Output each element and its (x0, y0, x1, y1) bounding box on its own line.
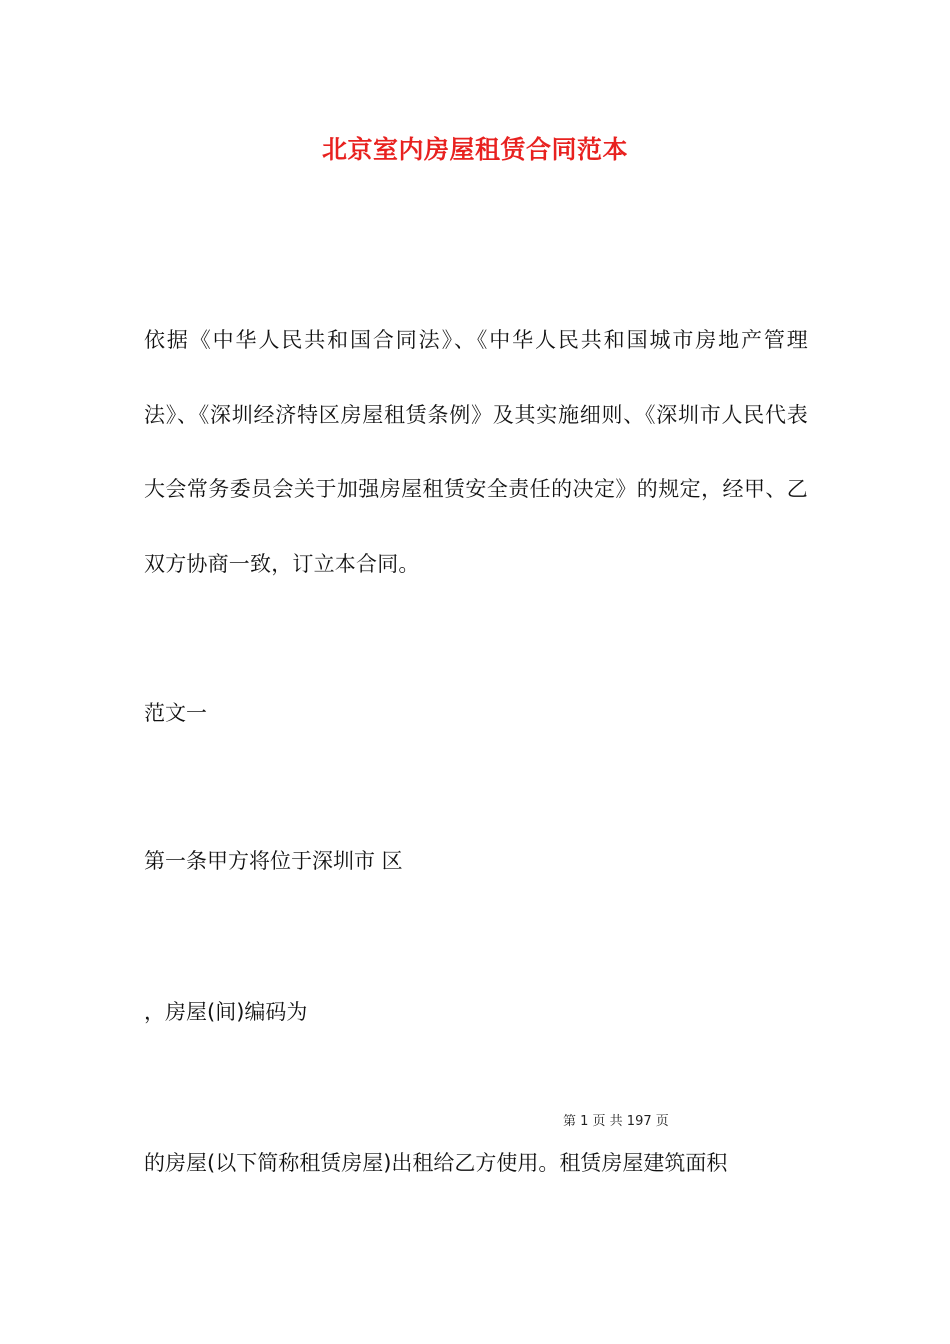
page-number: 第 1 页 共 197 页 (563, 1114, 669, 1129)
house-code-text: ，房屋(间)编码为 (144, 1000, 308, 1024)
document-title: 北京室内房屋租赁合同范本 (321, 135, 628, 164)
article-one-text: 第一条甲方将位于深圳市 区 (144, 849, 403, 873)
rental-continuation-text: 的房屋(以下简称租赁房屋)出租给乙方使用。租赁房屋建筑面积 (144, 1151, 728, 1175)
intro-paragraph: 依据《中华人民共和国合同法》、《中华人民共和国城市房地产管理法》、《深圳经济特区房屋租赁条例》及其实施细则、《深圳市人民代表大会常务委员会关于加强房屋租赁安全责任的决定》的规定，经甲、乙双方协商一致，订立本合同。 (144, 328, 808, 576)
section-heading: 范文一 (144, 701, 207, 725)
